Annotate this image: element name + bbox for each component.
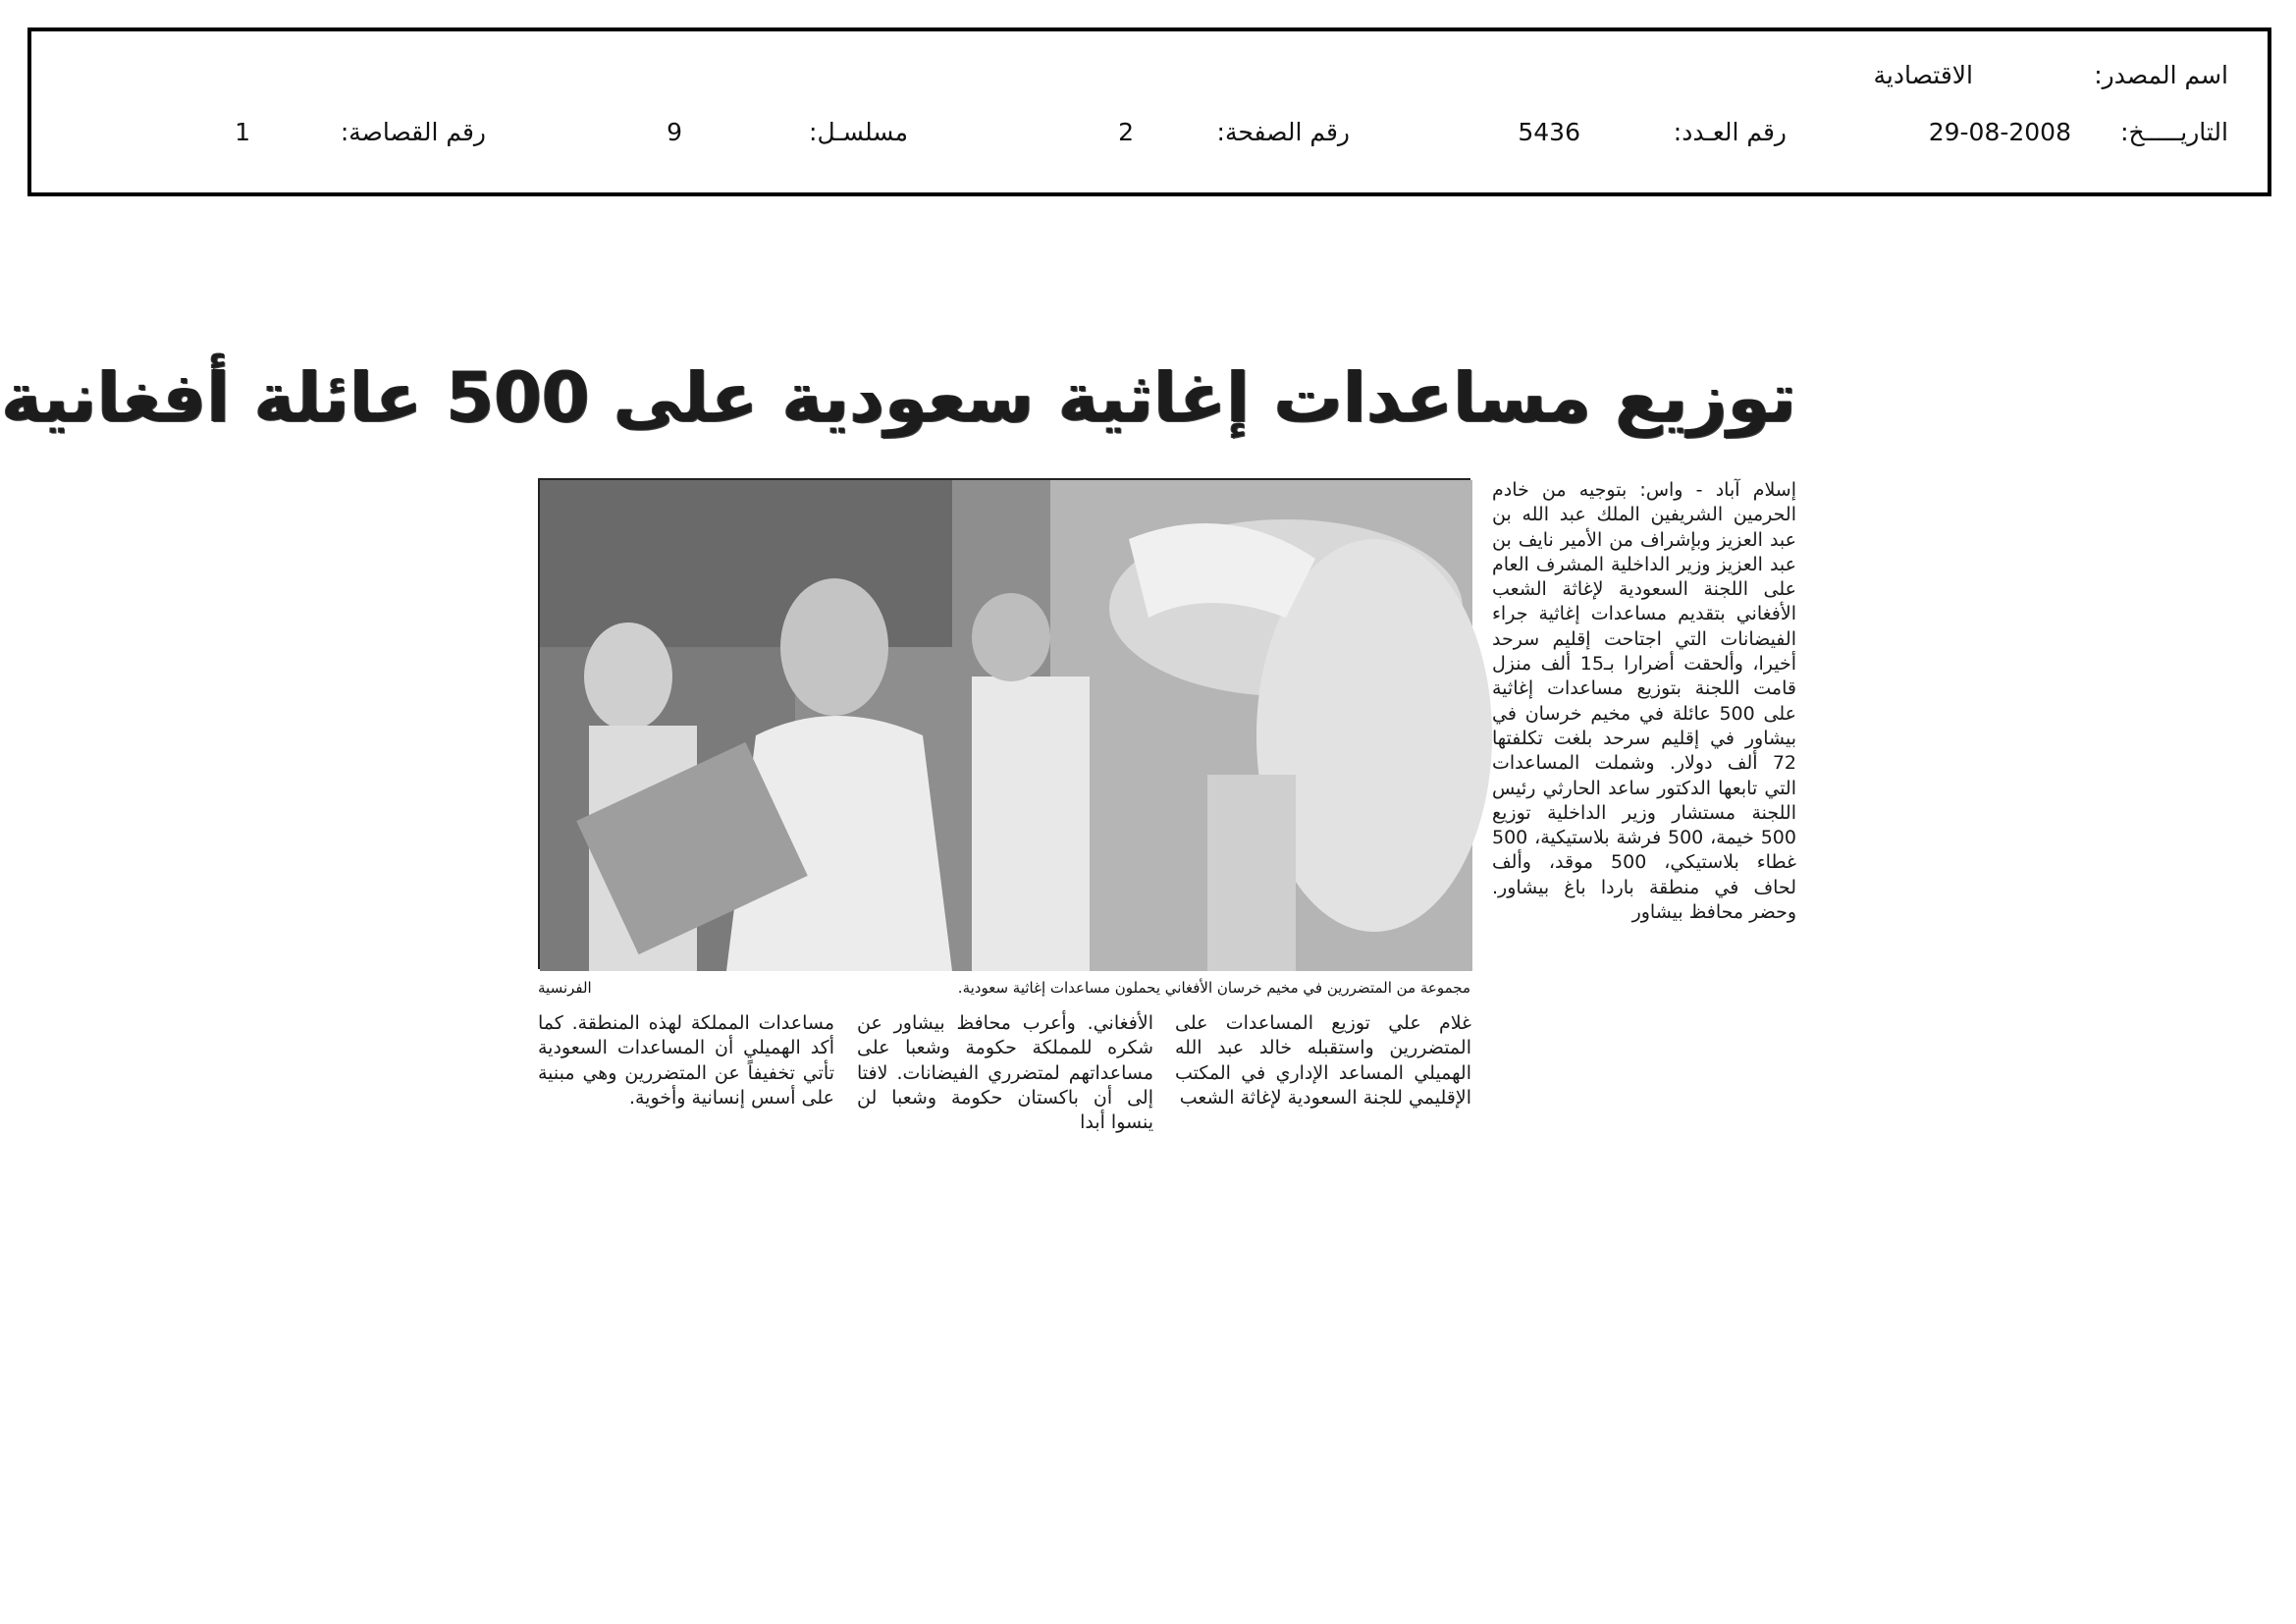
page-label: رقم الصفحة: xyxy=(1216,118,1350,146)
date-value: 29-08-2008 xyxy=(1928,118,2071,146)
article-column-3: الأفغاني. وأعرب محافظ بيشاور عن شكره للمملكة حكومة وشعبا على مساعداتهم لمتضرري الفيضانات. لافتا إلى أن باكستان حكومة وشعبا لن ينسوا أبدا xyxy=(857,1012,1153,1134)
source-value: الاقتصادية xyxy=(1873,61,1973,89)
source-label: اسم المصدر: xyxy=(2094,61,2228,89)
page-value: 2 xyxy=(1118,118,1134,146)
article-column-4: مساعدات المملكة لهذه المنطقة. كما أكد الهميلي أن المساعدات السعودية تأتي تخفيفاً عن المتضررين وهي مبنية على أسس إنسانية وأخوية. xyxy=(538,1012,834,1109)
serial-value: 9 xyxy=(667,118,682,146)
photo-credit: الفرنسية xyxy=(538,979,592,997)
serial-label: مسلسـل: xyxy=(809,118,908,146)
date-label: التاريـــــخ: xyxy=(2120,118,2228,146)
article-column-1: إسلام آباد - واس: بتوجيه من خادم الحرمين الشريفين الملك عبد الله بن عبد العزيز وبإشراف من الأمير نايف بن عبد العزيز وزير الداخلية المشرف العام على اللجنة السعودية لإغاثة الشعب الأفغاني بتقديم مساعدات إغاثية جراء الفيضانات التي اجتاحت إقليم سرحد أخيرا، وألحقت أضرارا بـ15 ألف منزل قامت اللجنة بتوزيع مساعدات إغاثية على 500 عائلة في مخيم خرسان في بيشاور في إقليم سرحد بلغت تكلفتها 72 ألف دولار. وشملت المساعدات التي تابعها الدكتور ساعد الحارثي رئيس اللجنة مستشار وزير الداخلية توزيع 500 خيمة، 500 فرشة بلاستيكية، 500 غطاء بلاستيكي، 500 موقد، وألف لحاف في منطقة باردا باغ بيشاور. وحضر محافظ بيشاور xyxy=(1492,479,1797,924)
clip-number-value: 1 xyxy=(235,118,250,146)
clipping-info-box xyxy=(27,27,2271,196)
clip-number-label: رقم القصاصة: xyxy=(340,118,486,146)
issue-value: 5436 xyxy=(1518,118,1580,146)
photo-image xyxy=(540,480,1472,971)
issue-label: رقم العـدد: xyxy=(1673,118,1787,146)
article-headline: توزيع مساعدات إغاثية سعودية على 500 عائلة أفغانية xyxy=(1,357,1796,438)
photo-caption: مجموعة من المتضررين في مخيم خرسان الأفغاني يحملون مساعدات إغاثية سعودية. xyxy=(957,979,1470,997)
article-photo xyxy=(538,478,1470,969)
article-column-2: غلام علي توزيع المساعدات على المتضررين واستقبله خالد عبد الله الهميلي المساعد الإداري في المكتب الإقليمي للجنة السعودية لإغاثة الشعب xyxy=(1175,1012,1471,1109)
